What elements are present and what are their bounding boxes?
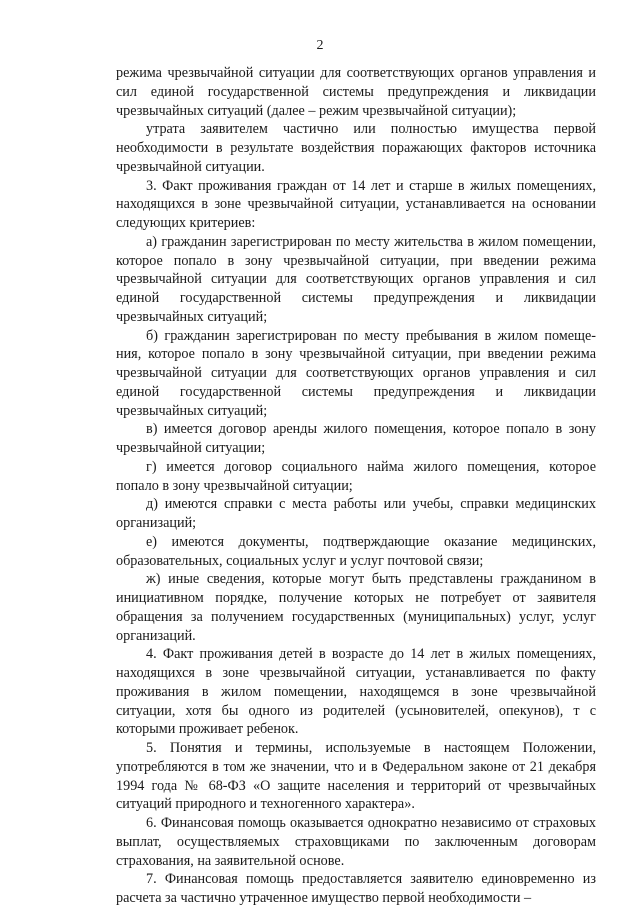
paragraph: 4. Факт проживания детей в возрасте до 14 лет в жилых помещениях, находящихся в зоне чрезвычайной ситуации, устанавливается по факту проживания в жилом помещении, находящемся в зоне чрезвычайной ситуации, хотя бы одного из родителей (усыновителей, опекунов), т с которыми проживает ребенок. [116, 646, 596, 738]
paragraph: ж) иные сведения, которые могут быть представлены гражданином в инициативном порядке, получение которых не потребует от заявителя обращения за получением государственных (муниципальных) услуг, услуг организаций. [116, 571, 596, 644]
paragraph: д) имеются справки с места работы или учебы, справки медицинских организаций; [116, 496, 596, 531]
paragraph: в) имеется договор аренды жилого помещения, которое попало в зону чрезвычайной ситуации; [116, 421, 596, 456]
paragraph: г) имеется договор социального найма жилого помещения, которое попало в зону чрезвычайной ситуации; [116, 458, 596, 494]
paragraph: е) имеются документы, подтверждающие оказание медицинских, образовательных, социальных услуг и услуг почтовой связи; [116, 533, 596, 569]
paragraph: 5. Понятия и термины, используемые в настоящем Положении, употребляются в том же значении, что и в Федеральном законе от 21 декабря 1994 года № 68-ФЗ «О защите населения и территорий от чрезвычайных ситуаций природного и техногенного характера». [116, 740, 596, 813]
paragraph: а) гражданин зарегистрирован по месту жительства в жилом помещении, которое попало в зону чрезвычайной ситуации, при введении режима чрезвычайной ситуации для соответствующих органов управления и сил единой государственной системы предупреждения и ликвидации чрезвычайных ситуаций; [116, 233, 596, 325]
paragraph: 6. Финансовая помощь оказывается однократно независимо от страховых выплат, осуществляемых страховщиками по заключенным договорам страхования, на заявительной основе. [116, 815, 596, 869]
paragraph: 7. Финансовая помощь предоставляется заявителю единовременно из расчета за частично утраченное имущество первой необходимости – [116, 871, 596, 906]
paragraph: 3. Факт проживания граждан от 14 лет и старше в жилых помещениях, находящихся в зоне чрезвычайной ситуации, устанавливается на основании следующих критериев: [116, 177, 596, 231]
page-number: 2 [316, 38, 324, 53]
paragraph: режима чрезвычайной ситуации для соответствующих органов управления и сил единой государственной системы предупреждения и ликвидации чрезвычайных ситуаций (далее – режим чрезвычайной ситуации); [116, 65, 596, 119]
document-body [116, 64, 596, 908]
paragraph: утрата заявителем частично или полностью имущества первой необходимости в результате воздействия поражающих факторов источника чрезвычайной ситуации. [116, 121, 596, 175]
paragraph: б) гражданин зарегистрирован по месту пребывания в жилом помеще-ния, которое попало в зону чрезвычайной ситуации, при введении режима чрезвычайной ситуации для соответствующих органов управления и сил единой государственной системы предупреждения и ликвидации чрезвычайных ситуаций; [116, 327, 596, 419]
